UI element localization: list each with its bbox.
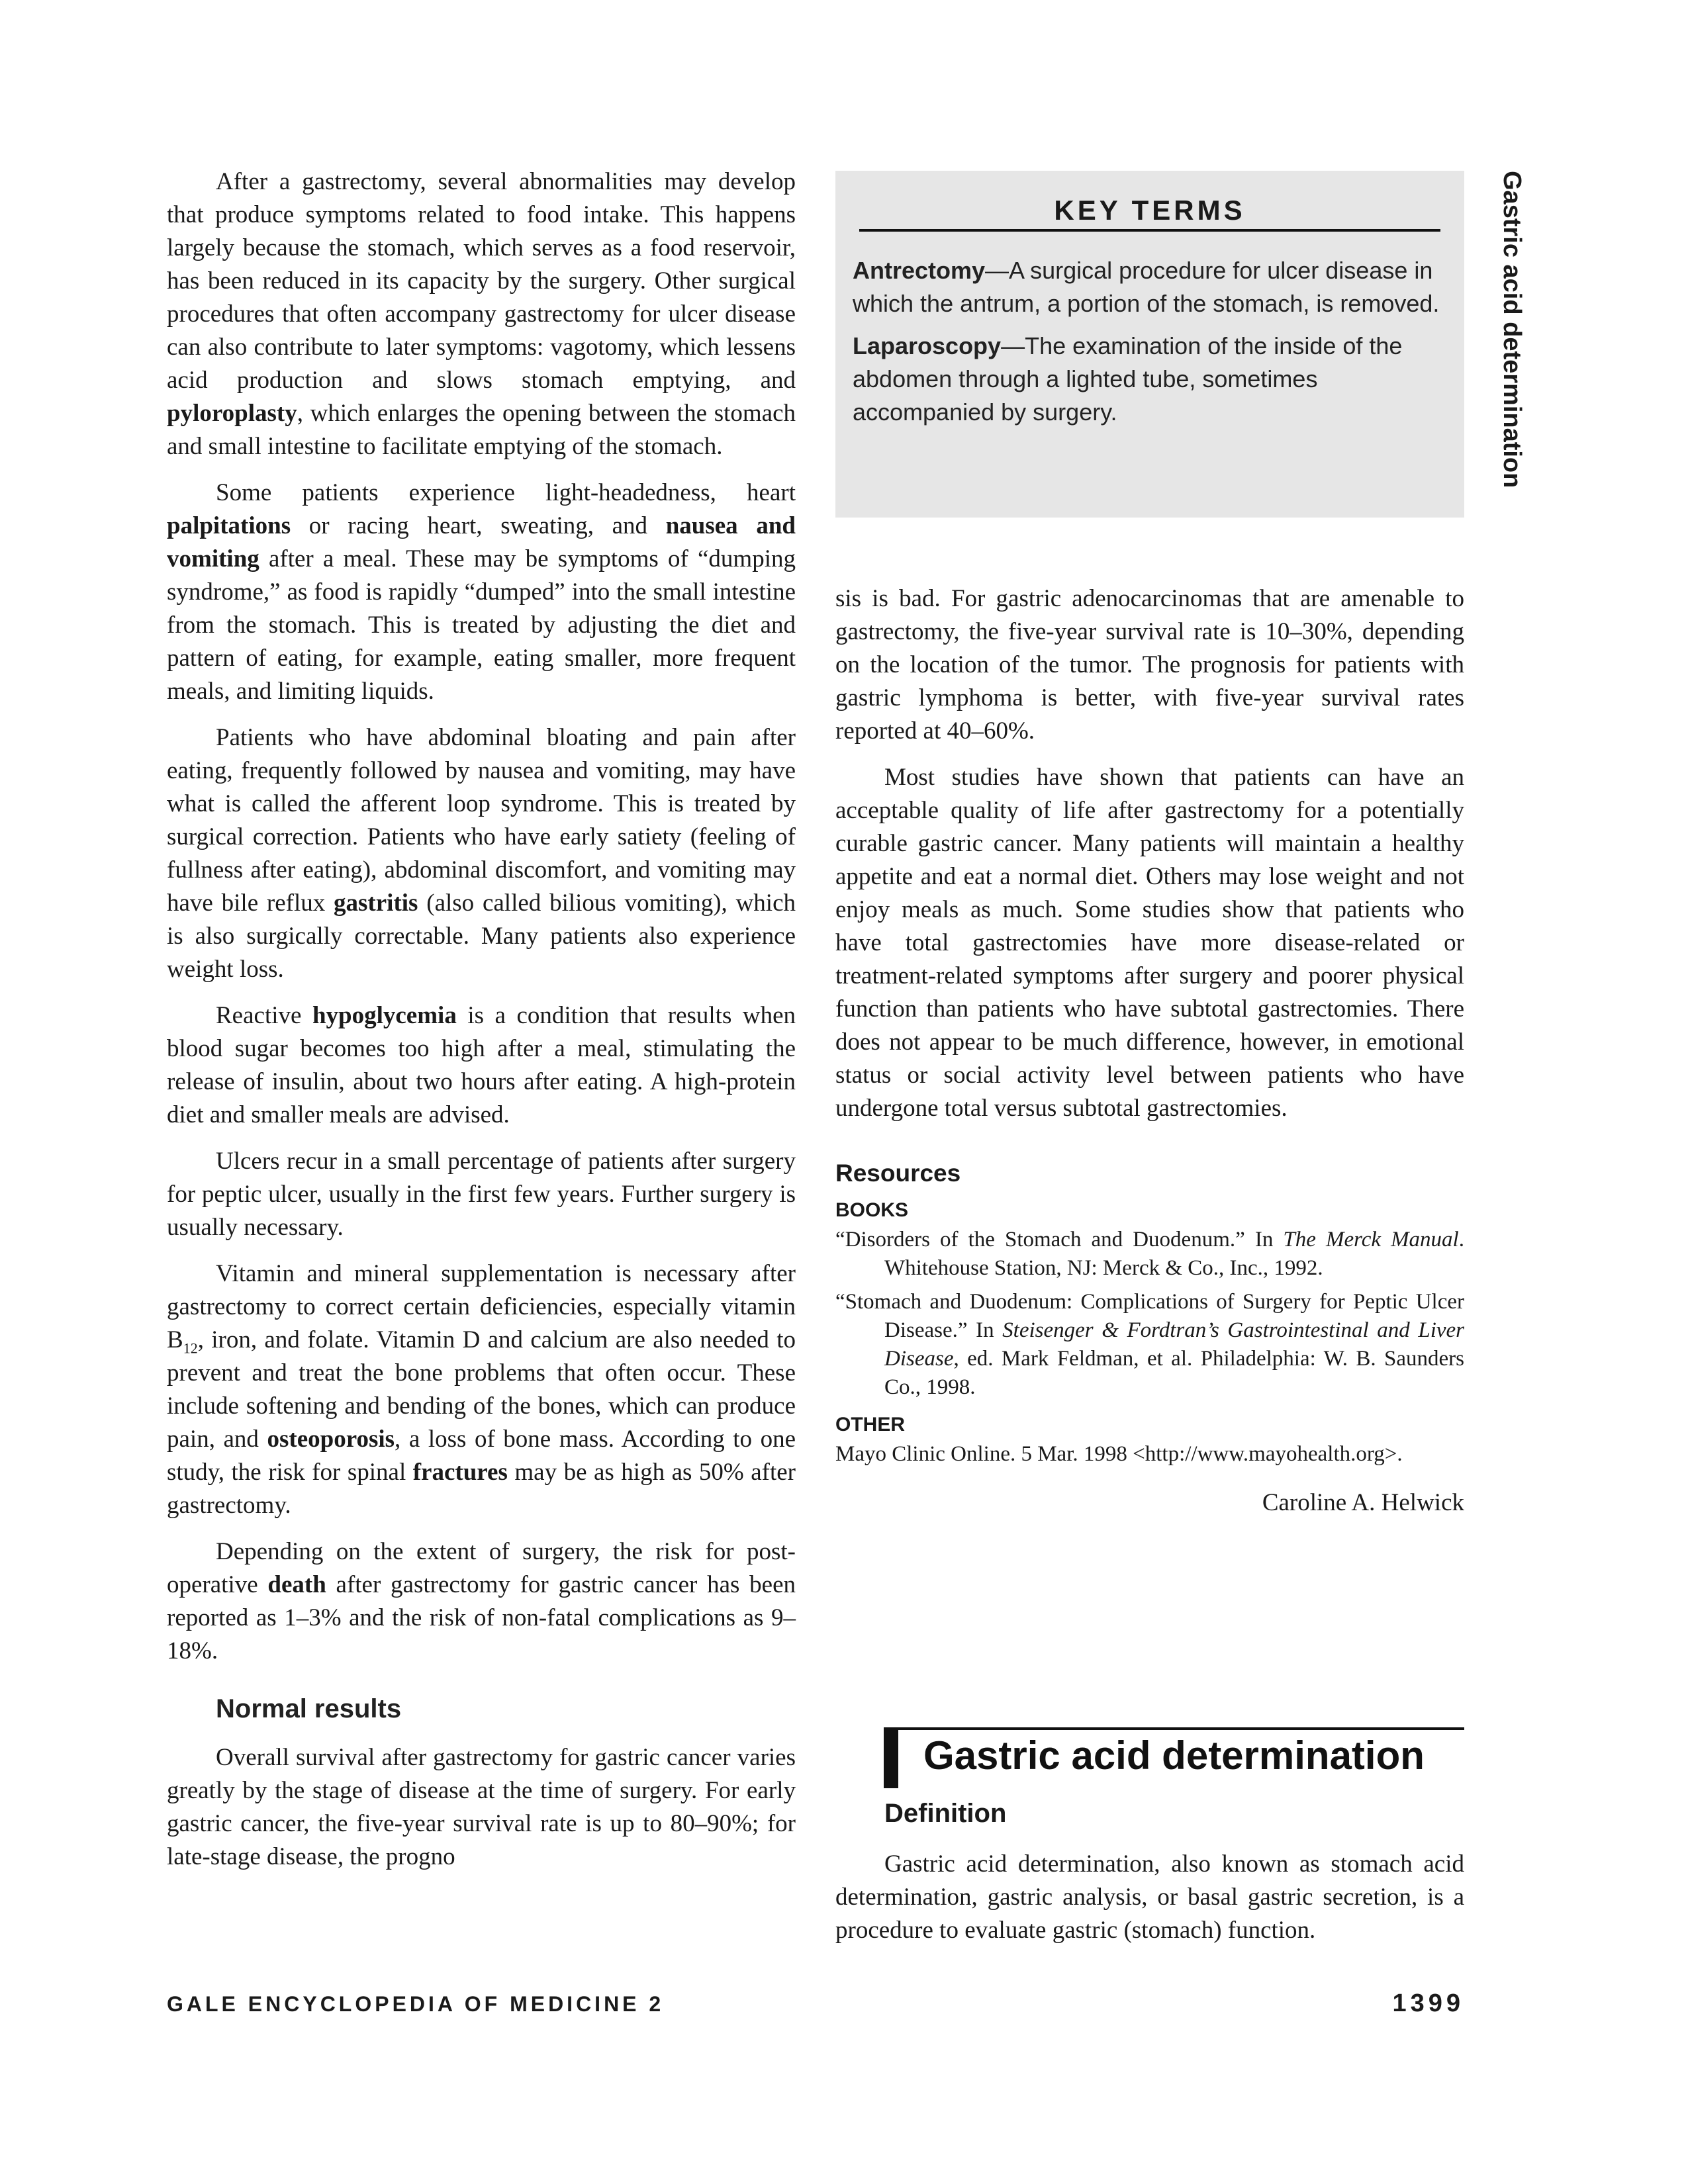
running-head: Gastric acid determination bbox=[1498, 171, 1526, 488]
key-term-entry: Laparoscopy—The examination of the inside of the abdomen through a lighted tube, sometimes accompanied by surgery. bbox=[853, 332, 1403, 426]
paragraph-supplementation: Vitamin and mineral supplementation is necessary after gastrectomy to correct certain deficiencies, especially vitamin $B_{12}$, iron, and folate. Vitamin D and calcium are also needed to prevent and treat the bone problems that often occur. These include softening and bending of the bones, which can produce pain, and osteoporosis, a loss of bone mass. According to one study, the risk for spinal fractures may be as high as 50% after gastrectomy. bbox=[167, 1260, 796, 1519]
paragraph-ulcer-recurrence: Ulcers recur in a small percentage of patients after surgery for peptic ulcer, usually in the first few years. Further surgery is usually necessary. bbox=[167, 1148, 796, 1241]
paragraph-hypoglycemia: Reactive hypoglycemia is a condition that results when blood sugar becomes too high after a meal, stimulating the release of insulin, about two hours after eating. A high-protein diet and smaller meals are advised. bbox=[167, 1002, 796, 1128]
reference-item: Mayo Clinic Online. 5 Mar. 1998 <http://www.mayohealth.org>. bbox=[835, 1442, 1403, 1466]
key-terms-box bbox=[835, 171, 1464, 518]
reference-item: “Stomach and Duodenum: Complications of Surgery for Peptic Ulcer Disease.” In Steisenger & Fordtran’s Gastrointestinal and Liver Disease, ed. Mark Feldman, et al. Philadelphia: W. B. Saunders Co., 1998. bbox=[835, 1290, 1464, 1399]
other-label: OTHER bbox=[835, 1414, 905, 1435]
right-column bbox=[835, 582, 1464, 1517]
reference-item: “Disorders of the Stomach and Duodenum.” In The Merck Manual. Whitehouse Station, NJ: Merck & Co., Inc., 1992. bbox=[835, 1228, 1464, 1280]
definition-body bbox=[835, 1848, 1464, 1960]
key-term-entry: Antrectomy—A surgical procedure for ulcer disease in which the antrum, a portion of the stomach, is removed. bbox=[853, 257, 1440, 317]
paragraph-definition: Gastric acid determination, also known as stomach acid determination, gastric analysis, or basal gastric secretion, is a procedure to evaluate gastric (stomach) function. bbox=[835, 1850, 1464, 1944]
key-terms-title: KEY TERMS bbox=[859, 195, 1440, 232]
page-number: 1399 bbox=[1392, 1989, 1464, 2017]
footer-publication: GALE ENCYCLOPEDIA OF MEDICINE 2 bbox=[167, 1992, 665, 2016]
paragraph-dumping-syndrome: Some patients experience light-headedness, heart palpitations or racing heart, sweating, and nausea and vomiting after a meal. These may be symptoms of “dumping syndrome,” as food is rapidly “dumped” into the small intestine from the stomach. This is treated by adjusting the diet and pattern of eating, for example, eating smaller, more frequent meals, and limiting liquids. bbox=[167, 479, 796, 705]
paragraph-afferent-loop: Patients who have abdominal bloating and pain after eating, frequently followed by nausea and vomiting, may have what is called the afferent loop syndrome. This is treated by surgical correction. Patients who have early satiety (feeling of fullness after eating), abdominal discomfort, and vomiting may have bile reflux gastritis (also called bilious vomiting), which is also surgically correctable. Many patients also experience weight loss. bbox=[167, 724, 796, 983]
author-credit: Caroline A. Helwick bbox=[1262, 1489, 1464, 1516]
paragraph-quality-of-life: Most studies have shown that patients can have an acceptable quality of life after gastrectomy for a potentially curable gastric cancer. Many patients will maintain a healthy appetite and eat a normal diet. Others may lose weight and not enjoy meals as much. Some studies show that patients who have total gastrectomies have more disease-related or treatment-related symptoms after surgery and poorer physical function than patients who have subtotal gastrectomies. There does not appear to be much difference, however, in emotional status or social activity level between patients who have undergone total versus subtotal gastrectomies. bbox=[835, 764, 1464, 1122]
paragraph-complications: After a gastrectomy, several abnormalities may develop that produce symptoms related to food intake. This happens largely because the stomach, which serves as a food reservoir, has been reduced in its capacity by the surgery. Other surgical procedures that often accompany gastrectomy for ulcer disease can also contribute to later symptoms: vagotomy, which lessens acid production and slows stomach emptying, and pyloroplasty, which enlarges the opening between the stomach and small intestine to facilitate emptying of the stomach. bbox=[167, 168, 796, 460]
paragraph-mortality: Depending on the extent of surgery, the risk for postoperative death after gastrectomy for gastric cancer has been reported as 1–3% and the risk of non-fatal complications as 9–18%. bbox=[167, 1538, 796, 1664]
paragraph-prognosis: sis is bad. For gastric adenocarcinomas that are amenable to gastrectomy, the five-year survival rate is 10–30%, depending on the location of the tumor. The prognosis for patients with gastric lymphoma is better, with five-year survival rates reported at 40–60%. bbox=[835, 585, 1464, 745]
entry-header-bar bbox=[884, 1727, 898, 1788]
left-column bbox=[167, 165, 796, 1887]
books-label: BOOKS bbox=[835, 1199, 909, 1221]
paragraph-survival: Overall survival after gastrectomy for gastric cancer varies greatly by the stage of disease at the time of surgery. For early gastric cancer, the five-year survival rate is up to 80–90%; for late-stage disease, the progno bbox=[167, 1744, 796, 1870]
entry-title: Gastric acid determination bbox=[923, 1733, 1425, 1778]
normal-results-heading: Normal results bbox=[216, 1694, 402, 1723]
resources-heading: Resources bbox=[835, 1160, 961, 1187]
definition-heading: Definition bbox=[884, 1799, 1007, 1828]
